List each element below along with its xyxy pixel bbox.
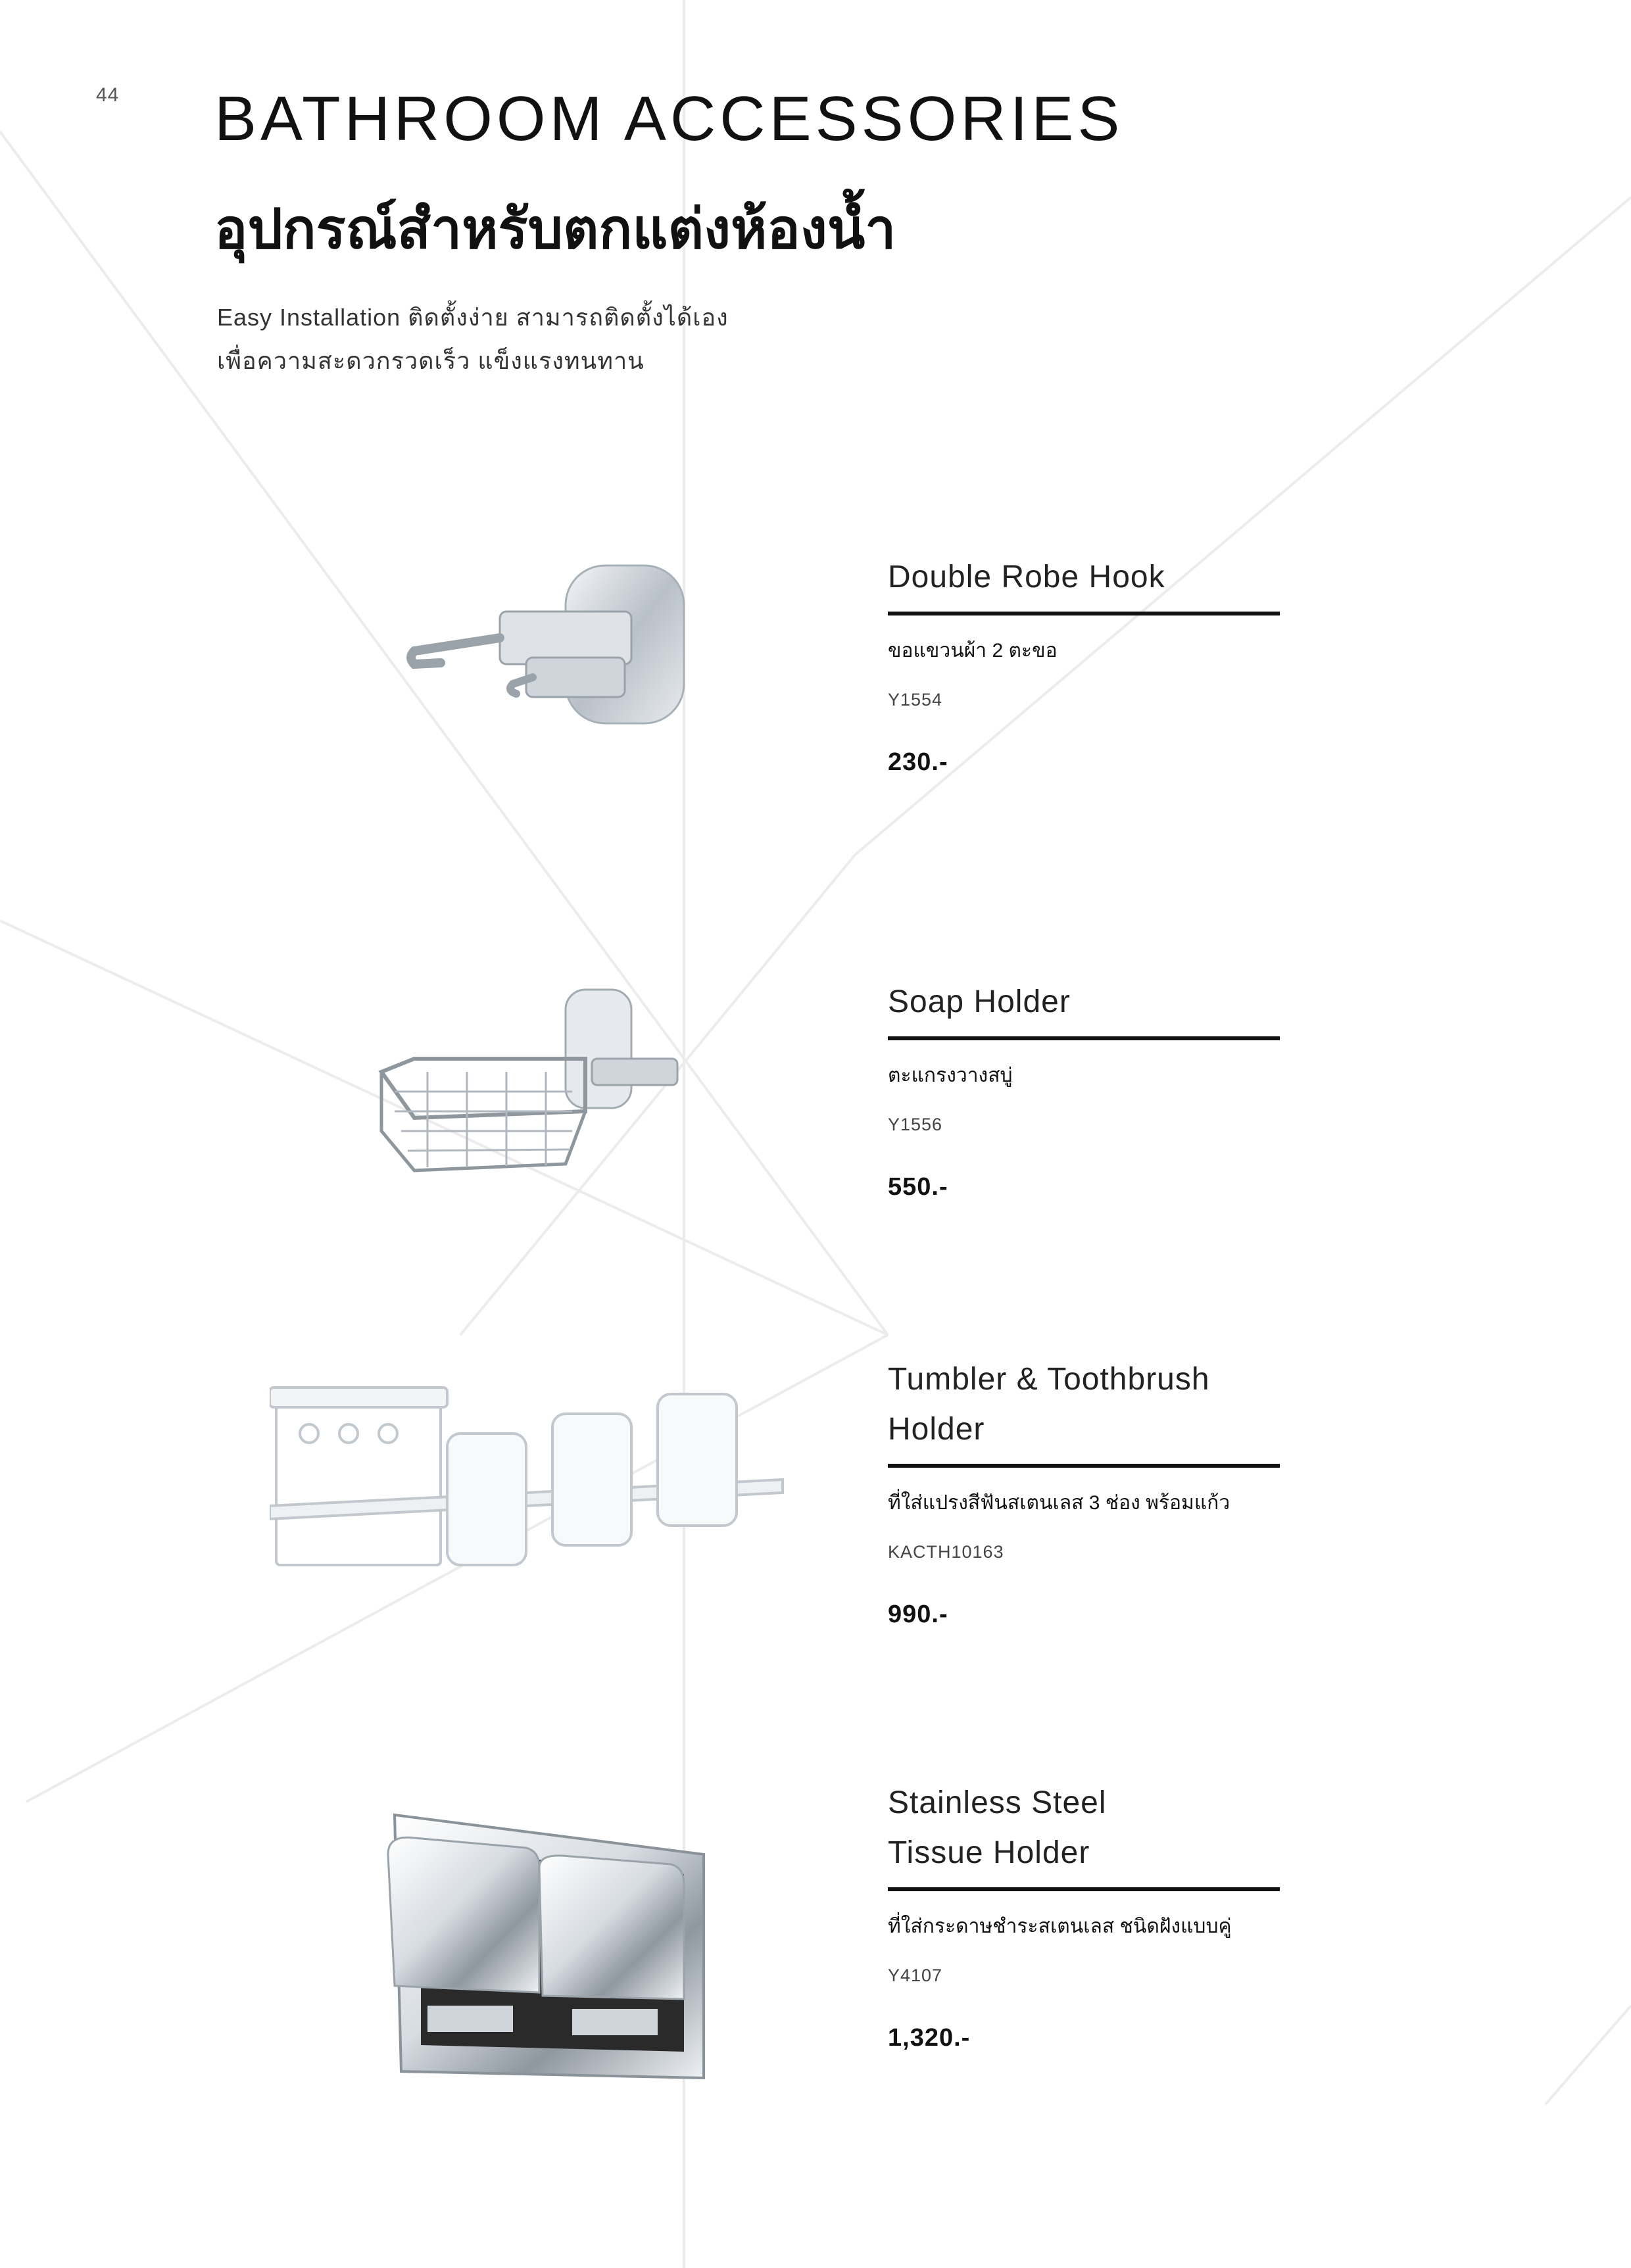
product-tissue-holder <box>888 1778 1282 2052</box>
product-name: Tumbler & Toothbrush <box>888 1362 1210 1397</box>
product-code: Y1556 <box>888 1115 943 1134</box>
product-name-line-2: Tissue Holder <box>888 1835 1090 1870</box>
intro-line-2: เพื่อความสะดวกรวดเร็ว แข็งแรงทนทาน <box>217 347 645 374</box>
soap-holder-image <box>375 980 704 1177</box>
product-name-line-2: Holder <box>888 1412 985 1447</box>
product-description: ขอแขวนผ้า 2 ตะขอ <box>888 640 1058 662</box>
page-subtitle-thai: อุปกรณ์สำหรับตกแต่งห้องน้ำ <box>214 198 896 260</box>
intro-text <box>217 296 729 383</box>
tumbler-toothbrush-holder-image <box>270 1381 789 1578</box>
product-description: ตะแกรงวางสบู่ <box>888 1065 1013 1086</box>
divider <box>888 1036 1280 1040</box>
product-name: Soap Holder <box>888 984 1071 1019</box>
product-code: Y4107 <box>888 1966 943 1985</box>
product-name: Double Robe Hook <box>888 560 1165 594</box>
tissue-holder-image <box>375 1808 730 2085</box>
double-robe-hook-image <box>401 559 697 730</box>
divider <box>888 612 1280 615</box>
product-price: 230.- <box>888 748 948 776</box>
product-code: KACTH10163 <box>888 1542 1004 1562</box>
intro-line-1: Easy Installation ติดตั้งง่าย สามารถติดตั้งได้เอง <box>217 304 729 331</box>
product-name: Stainless Steel <box>888 1785 1107 1820</box>
divider <box>888 1464 1280 1468</box>
page-number: 44 <box>96 84 120 106</box>
product-double-robe-hook <box>888 552 1282 777</box>
product-price: 550.- <box>888 1173 948 1201</box>
product-description: ที่ใส่กระดาษชำระสเตนเลส ชนิดฝังแบบคู่ <box>888 1916 1232 1937</box>
product-price: 990.- <box>888 1601 948 1628</box>
page-title: BATHROOM ACCESSORIES <box>214 84 1124 154</box>
divider <box>888 1887 1280 1891</box>
product-price: 1,320.- <box>888 2024 971 2052</box>
product-tumbler-toothbrush-holder <box>888 1355 1282 1629</box>
product-description: ที่ใส่แปรงสีฟันสเตนเลส 3 ช่อง พร้อมแก้ว <box>888 1492 1230 1514</box>
product-code: Y1554 <box>888 690 943 710</box>
product-soap-holder <box>888 977 1282 1201</box>
